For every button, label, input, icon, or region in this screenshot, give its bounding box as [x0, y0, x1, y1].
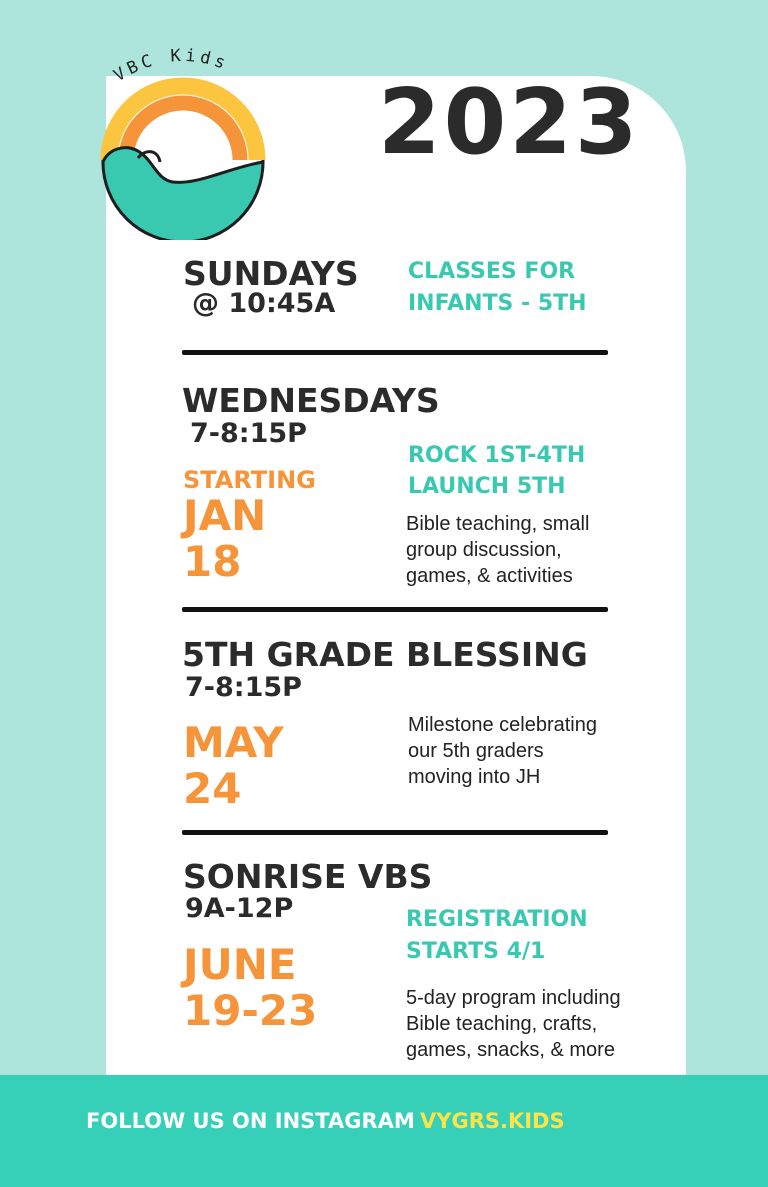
wednesdays-program-line2: LAUNCH 5TH [408, 474, 566, 499]
vbs-description: 5-day program including Bible teaching, crafts, games, snacks, & more [406, 987, 621, 1061]
vbs-registration-line2: STARTS 4/1 [406, 939, 546, 964]
blessing-time: 7-8:15P [185, 672, 302, 703]
sundays-classes-line2: INFANTS - 5TH [408, 291, 587, 316]
vbs-days: 19-23 [183, 986, 318, 1035]
wednesdays-month: JAN [183, 491, 267, 540]
blessing-month: MAY [183, 718, 284, 767]
vbs-registration-line1: REGISTRATION [406, 907, 588, 932]
wednesdays-program-line1: ROCK 1ST-4TH [408, 443, 586, 468]
wednesdays-title: WEDNESDAYS [182, 381, 440, 420]
vbs-title: SONRISE VBS [183, 857, 433, 896]
sun-wave-logo-icon [98, 40, 268, 240]
sundays-title: SUNDAYS [183, 254, 359, 293]
sundays-classes-line1: CLASSES FOR [408, 259, 576, 284]
sundays-time: @ 10:45A [192, 288, 336, 319]
blessing-description: Milestone celebrating our 5th graders moving into JH [408, 714, 597, 788]
instagram-label: FOLLOW US ON INSTAGRAM [86, 1109, 415, 1133]
blessing-title: 5TH GRADE BLESSING [182, 635, 588, 674]
wednesdays-starting: STARTING [183, 466, 316, 494]
wednesdays-day: 18 [183, 537, 242, 586]
divider [182, 350, 608, 355]
blessing-day: 24 [183, 764, 242, 813]
vbs-month: JUNE [183, 940, 297, 989]
footer-bar [0, 1075, 768, 1187]
year-heading: 2023 [378, 70, 641, 175]
wednesdays-description: Bible teaching, small group discussion, games, & activities [406, 513, 590, 587]
divider [182, 607, 608, 612]
divider [182, 830, 608, 835]
vbs-time: 9A-12P [185, 893, 294, 924]
instagram-handle-link[interactable]: VYGRS.KIDS [420, 1109, 565, 1133]
logo-text: VBC Kids [110, 45, 232, 87]
wednesdays-time: 7-8:15P [190, 418, 307, 449]
